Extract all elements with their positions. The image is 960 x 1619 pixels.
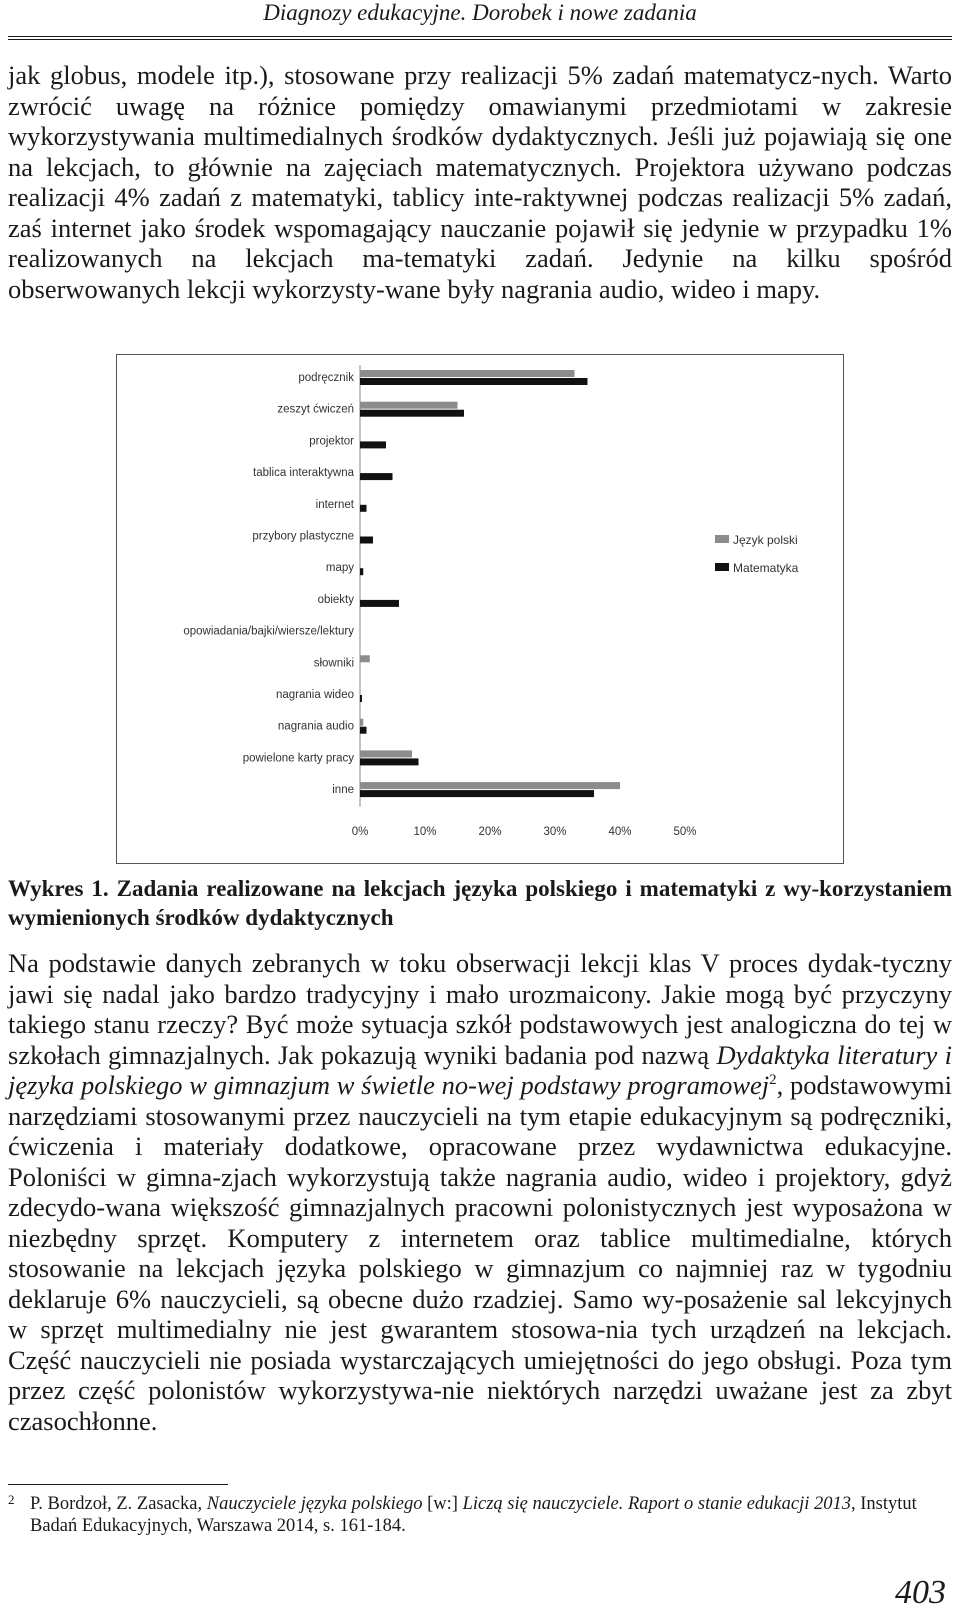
category-label: powielone karty pracy — [242, 752, 354, 765]
caption-label: Wykres 1. — [8, 876, 109, 901]
bar-matematyka — [360, 505, 367, 512]
bar-matematyka — [360, 410, 464, 417]
x-tick-label: 50% — [673, 825, 697, 838]
legend-swatch — [715, 563, 729, 571]
body-paragraph-1 — [8, 60, 952, 304]
legend-label: Język polski — [733, 533, 798, 547]
footnote — [8, 1493, 952, 1537]
category-label: obiekty — [317, 593, 354, 606]
bar-chart — [117, 355, 843, 863]
category-label: podręcznik — [298, 372, 354, 384]
bar-matematyka — [360, 727, 367, 734]
category-label: nagrania audio — [277, 720, 354, 733]
x-tick-label: 40% — [608, 825, 632, 838]
category-label: przybory plastyczne — [252, 530, 354, 543]
footnote-rule — [8, 1484, 228, 1485]
paragraph-2-text — [8, 948, 952, 1436]
bar-matematyka — [360, 790, 594, 797]
paragraph-2-italic-title: Dydaktyka literatury i języka polskiego w gimnazjum w świetle no-wej podstawy programowej — [8, 1039, 952, 1100]
body-paragraph-2 — [8, 948, 952, 1436]
header-rule — [8, 36, 952, 40]
footnote-in: [w:] — [422, 1494, 463, 1514]
legend-swatch — [715, 535, 729, 543]
bar-matematyka — [360, 378, 588, 385]
paragraph-2-part1: Na podstawie danych zebranych w toku obserwacji lekcji klas V proces dydak-tyczny jawi się nadal jako bardzo tradycyjny i mało urozmaicony. Jakie mogą być przyczyny takiego stanu rzeczy? Być może sytuacja szkół podstawowych jest analogiczna do tej w szkołach gimnazjalnych. Jak pokazują wyniki badania pod nazwą — [8, 948, 952, 1070]
category-label: mapy — [325, 562, 354, 575]
footnote-book: Liczą się nauczyciele. Raport o stanie edukacji 2013 — [462, 1494, 851, 1514]
bar-jezyk-polski — [360, 402, 458, 409]
bar-matematyka — [360, 758, 419, 765]
footnote-reference[interactable]: 2 — [769, 1072, 777, 1089]
x-tick-label: 10% — [413, 825, 437, 838]
bar-jezyk-polski — [360, 370, 575, 377]
category-label: słowniki — [313, 657, 354, 670]
bar-matematyka — [360, 537, 373, 544]
chart-frame — [116, 354, 844, 864]
bar-jezyk-polski — [360, 750, 412, 757]
running-header — [0, 0, 960, 26]
x-tick-label: 0% — [351, 825, 369, 838]
bar-matematyka — [360, 473, 393, 480]
category-label: opowiadania/bajki/wiersze/lektury — [183, 625, 354, 638]
bar-jezyk-polski — [360, 782, 620, 789]
bar-matematyka — [360, 600, 399, 607]
category-label: zeszyt ćwiczeń — [277, 403, 354, 416]
bar-matematyka — [360, 441, 386, 448]
x-tick-label: 20% — [478, 825, 502, 838]
paragraph-1-text: jak globus, modele itp.), stosowane przy realizacji 5% zadań matematycz-nych. Warto zwrócić uwagę na różnice pomiędzy omawianymi przedmiotami w zakresie wykorzystywania multimedialnych środków dydaktycznych. Jeśli już pojawiają się one na lekcjach, to głównie na zajęciach matematycznych. Projektora używano podczas realizacji 4% zadań z matematyki, tablicy inte-raktywnej podczas realizacji 5% zadań, zaś internet jako środek wspomagający nauczanie pojawił się jedynie w przypadku 1% realizowanych na lekcjach ma-tematyki zadań. Jedynie na kilku spośród obserwowanych lekcji wykorzysty-wane były nagrania audio, wideo i mapy. — [8, 60, 952, 304]
caption-text: Zadania realizowane na lekcjach języka polskiego i matematyki z wy-korzystaniem wymienionych środków dydaktycznych — [8, 876, 953, 930]
bar-matematyka — [360, 568, 363, 575]
category-label: tablica interaktywna — [253, 467, 354, 480]
paragraph-2-part2: , podstawowymi narzędziami stosowanymi przez nauczycieli na tym etapie edukacyjnym są podręczniki, ćwiczenia i materiały dodatkowe, opracowane przez wydawnictwa edukacyjne. Poloniści w gimna-zjach wykorzystują także nagrania audio, wideo i projektory, gdyż zdecydo-wana większość gimnazjalnych pracowni polonistycznych jest wyposażona w niezbędny sprzęt. Komputery z internetem oraz tablice multimedialne, których stosowanie na lekcjach języka polskiego w gimnazjum co najmniej raz w tygodniu deklaruje 6% nauczycieli, są obecne dużo rzadziej. Samo wy-posażenie sal lekcyjnych w sprzęt multimedialny nie jest gwarantem stosowa-nia tych urządzeń na lekcjach. Część nauczycieli nie posiada wystarczających umiejętności do jego obsługi. Poza tym przez część polonistów wykorzystywa-nie niektórych narzędzi uważane jest za zbyt czasochłonne. — [8, 1070, 952, 1436]
footnote-title: Nauczyciele języka polskiego — [206, 1494, 423, 1514]
category-label: projektor — [309, 435, 354, 448]
footnote-text — [8, 1493, 952, 1537]
header-title: Diagnozy edukacyjne. Dorobek i nowe zadania — [263, 0, 697, 25]
category-label: internet — [315, 498, 354, 511]
footnote-rest: , Instytut Badań Edukacyjnych, Warszawa 2014, s. 161-184. — [30, 1494, 917, 1536]
figure-caption — [8, 874, 952, 932]
category-label: nagrania wideo — [275, 689, 354, 701]
x-tick-label: 30% — [543, 825, 567, 838]
footnote-authors: P. Bordzoł, Z. Zasacka, — [30, 1494, 207, 1514]
legend-label: Matematyka — [733, 561, 799, 575]
bar-jezyk-polski — [360, 655, 370, 662]
category-label: inne — [332, 784, 354, 797]
bar-jezyk-polski — [360, 719, 363, 726]
page-number: 403 — [895, 1574, 946, 1611]
footnote-number: 2 — [8, 1492, 15, 1507]
bar-matematyka — [360, 695, 362, 702]
